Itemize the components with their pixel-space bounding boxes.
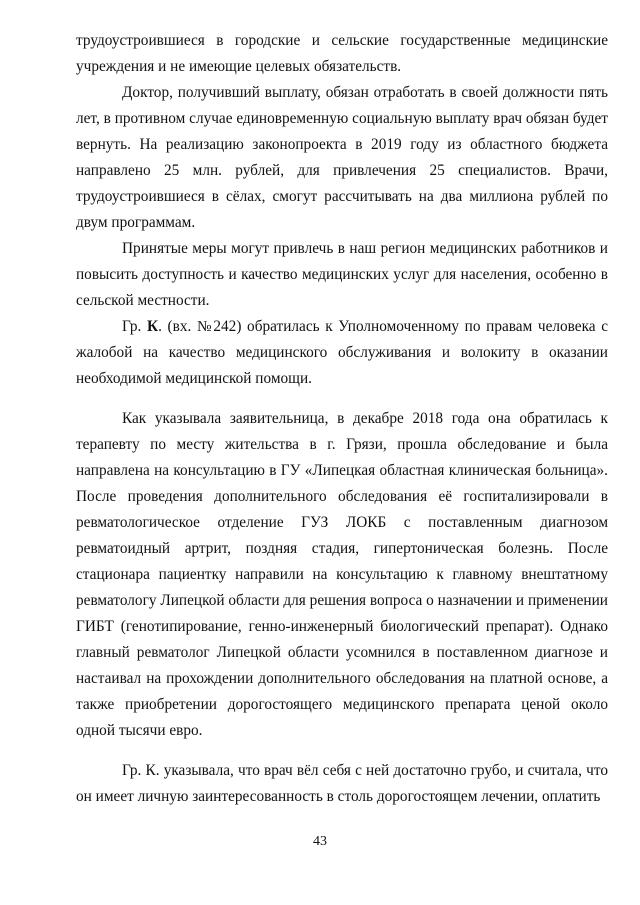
paragraph-applicant-account: Как указывала заявительница, в декабре 2018 года она обратилась к терапевту по месту жительства в г. Грязи, прошла обследование и была направлена на консультацию в ГУ «Липецкая областная клиническая больница». После проведения дополнительного обследования её госпитализировали в ревматологическое отделение ГУЗ ЛОКБ с поставленным диагнозом ревматоидный артрит, поздняя стадия, гипертоническая болезнь. После стационара пациентку направили на консультацию к главному внештатному ревматологу Липецкой области для решения вопроса о назначении и применении ГИБТ (генотипирование, генно-инженерный биологический препарат). Однако главный ревматолог Липецкой области усомнился в поставленном диагнозе и настаивал на прохождении дополнительного обследования на платной основе, а также приобретении дорогостоящего медицинского препарата ценой около одной тысячи евро. [76, 410, 608, 739]
paragraph-measures: Принятые меры могут привлечь в наш регион медицинских работников и повысить доступность и качество медицинских услуг для населения, особенно в сельской местности. [76, 240, 608, 309]
complaint-prefix: Гр. [122, 318, 147, 335]
body-text [76, 28, 608, 810]
paragraph-continuation: трудоустроившиеся в городские и сельские государственные медицинские учреждения и не имеющие целевых обязательств. [76, 32, 608, 75]
paragraph-doctor-payment: Доктор, получивший выплату, обязан отработать в своей должности пять лет, в противном случае единовременную социальную выплату врач обязан будет вернуть. На реализацию законопроекта в 2019 году из областного бюджета направлено 25 млн. рублей, для привлечения 25 специалистов. Врачи, трудоустроившиеся в сёлах, смогут рассчитывать на два миллиона рублей по двум программам. [76, 84, 608, 231]
paragraph-rudeness: Гр. К. указывала, что врач вёл себя с ней достаточно грубо, и считала, что он имеет личную заинтересованность в столь дорогостоящем лечении, оплатить [76, 762, 608, 805]
page-number: 43 [313, 834, 327, 849]
complaint-text: . (вх. №242) обратилась к Уполномоченному по правам человека с жалобой на качество медицинского обслуживания и волокиту в оказании необходимой медицинской помощи. [76, 318, 608, 387]
paragraph-complaint [76, 314, 608, 392]
complaint-initial: К [147, 318, 159, 335]
